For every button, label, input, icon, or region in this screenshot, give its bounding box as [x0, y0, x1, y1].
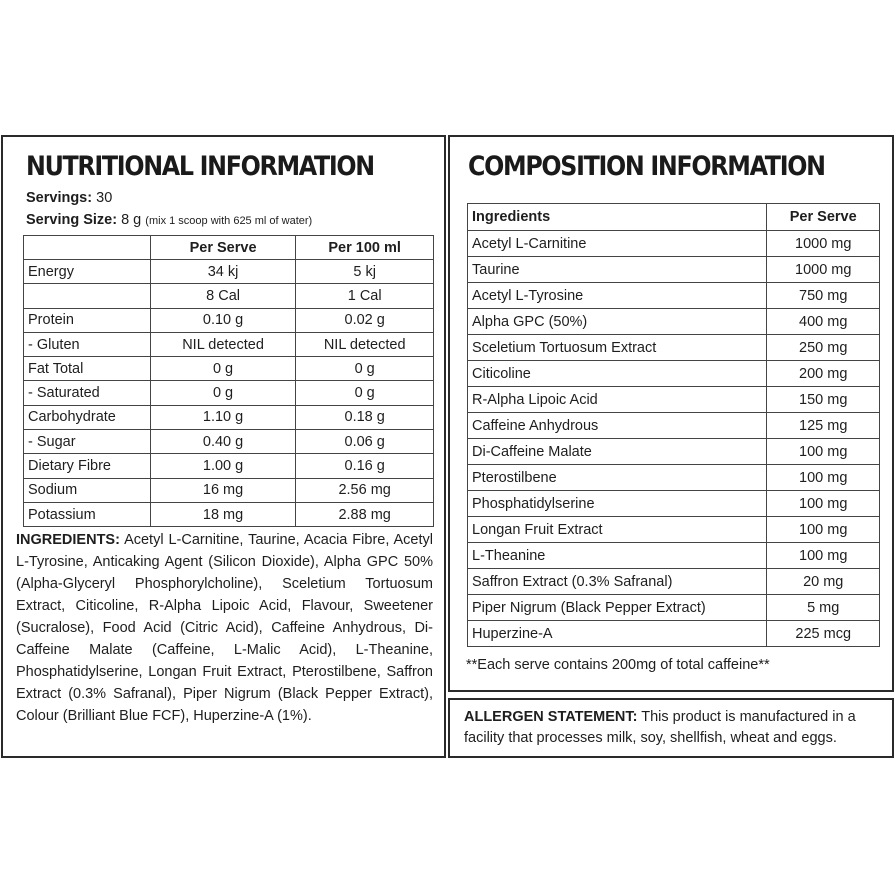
per-serve-value: 1.00 g: [150, 454, 296, 478]
ingredient-amount: 150 mg: [767, 387, 880, 413]
composition-row: [468, 517, 880, 543]
nutrient-name: [24, 284, 151, 308]
per-100ml-value: 2.88 mg: [296, 502, 434, 526]
per-serve-value: 0 g: [150, 381, 296, 405]
ingredient-amount: 400 mg: [767, 309, 880, 335]
composition-header-per-serve: Per Serve: [767, 204, 880, 231]
ingredient-name: Citicoline: [468, 361, 767, 387]
allergen-panel: [448, 698, 894, 758]
composition-row: [468, 335, 880, 361]
servings-label: Servings:: [26, 190, 93, 206]
composition-header-ingredients: Ingredients: [468, 204, 767, 231]
nutrient-name: Energy: [24, 260, 151, 284]
composition-row: [468, 439, 880, 465]
ingredient-amount: 20 mg: [767, 569, 880, 595]
ingredient-name: Acetyl L-Tyrosine: [468, 283, 767, 309]
serving-size-note: (mix 1 scoop with 625 ml of water): [145, 215, 313, 227]
composition-row: [468, 543, 880, 569]
servings-line: [26, 190, 112, 206]
ingredients-list: Acetyl L-Carnitine, Taurine, Acacia Fibre, Acetyl L-Tyrosine, Anticaking Agent (Silicon Dioxide), Alpha GPC 50% (Alpha-Glyceryl Phosphorylcholine), Sceletium Tortuosum Extract, Citicoline, R-Alpha Lipoic Acid, Flavour, Sweetener (Sucralose), Food Acid (Citric Acid), Caffeine Anhydrous, Di-Caffeine Malate (Caffeine, L-Malic Acid), L-Theanine, Phosphatidylserine, Longan Fruit Extract, Pterostilbene, Saffron Extract (0.3% Safranal), Piper Nigrum (Black Pepper Extract), Colour (Brilliant Blue FCF), Huperzine-A (1%).: [16, 532, 433, 724]
composition-row: [468, 257, 880, 283]
ingredient-name: Phosphatidylserine: [468, 491, 767, 517]
per-100ml-value: 0 g: [296, 357, 434, 381]
ingredient-amount: 750 mg: [767, 283, 880, 309]
composition-row: [468, 465, 880, 491]
nutrition-row: [24, 332, 434, 356]
ingredient-amount: 100 mg: [767, 491, 880, 517]
per-100ml-value: 2.56 mg: [296, 478, 434, 502]
nutrition-header-per-serve: Per Serve: [150, 236, 296, 260]
composition-row: [468, 387, 880, 413]
composition-row: [468, 491, 880, 517]
ingredient-amount: 100 mg: [767, 543, 880, 569]
per-serve-value: 34 kj: [150, 260, 296, 284]
nutrition-header-label: [24, 236, 151, 260]
composition-row: [468, 231, 880, 257]
caffeine-note: **Each serve contains 200mg of total caffeine**: [466, 657, 770, 673]
composition-row: [468, 569, 880, 595]
ingredient-name: Caffeine Anhydrous: [468, 413, 767, 439]
nutrition-panel: [1, 135, 446, 758]
per-serve-value: 18 mg: [150, 502, 296, 526]
ingredient-name: Taurine: [468, 257, 767, 283]
per-serve-value: 16 mg: [150, 478, 296, 502]
ingredient-amount: 125 mg: [767, 413, 880, 439]
allergen-statement: [464, 707, 879, 749]
composition-row: [468, 361, 880, 387]
nutrition-row: [24, 381, 434, 405]
composition-row: [468, 595, 880, 621]
ingredient-name: Di-Caffeine Malate: [468, 439, 767, 465]
nutrition-table: [23, 235, 434, 527]
composition-row: [468, 413, 880, 439]
nutrient-name: - Gluten: [24, 332, 151, 356]
ingredients-text: [16, 529, 433, 727]
nutrient-name: - Sugar: [24, 430, 151, 454]
per-serve-value: NIL detected: [150, 332, 296, 356]
ingredient-amount: 200 mg: [767, 361, 880, 387]
serving-size-label: Serving Size:: [26, 212, 118, 228]
serving-size-line: [26, 212, 312, 228]
ingredient-name: Piper Nigrum (Black Pepper Extract): [468, 595, 767, 621]
serving-size-value: 8 g: [121, 212, 142, 228]
per-100ml-value: NIL detected: [296, 332, 434, 356]
composition-table: [467, 203, 880, 647]
composition-title: COMPOSITION INFORMATION: [468, 151, 825, 182]
nutrient-name: Fat Total: [24, 357, 151, 381]
composition-row: [468, 621, 880, 647]
ingredient-amount: 100 mg: [767, 439, 880, 465]
nutrition-header-per-100ml: Per 100 ml: [296, 236, 434, 260]
nutrition-row: [24, 454, 434, 478]
nutrient-name: Carbohydrate: [24, 405, 151, 429]
servings-value: 30: [96, 190, 113, 206]
nutrition-row: [24, 308, 434, 332]
ingredient-name: Alpha GPC (50%): [468, 309, 767, 335]
ingredient-name: Huperzine-A: [468, 621, 767, 647]
nutrient-name: - Saturated: [24, 381, 151, 405]
nutrient-name: Dietary Fibre: [24, 454, 151, 478]
nutrient-name: Protein: [24, 308, 151, 332]
ingredient-name: Pterostilbene: [468, 465, 767, 491]
composition-row: [468, 309, 880, 335]
ingredient-amount: 1000 mg: [767, 257, 880, 283]
per-100ml-value: 0.06 g: [296, 430, 434, 454]
per-100ml-value: 0.16 g: [296, 454, 434, 478]
composition-panel: [448, 135, 894, 692]
ingredient-name: L-Theanine: [468, 543, 767, 569]
nutrient-name: Potassium: [24, 502, 151, 526]
ingredient-amount: 1000 mg: [767, 231, 880, 257]
allergen-text: This product is manufactured in a facility that processes milk, soy, shellfish, wheat and eggs.: [464, 709, 856, 746]
ingredient-name: Longan Fruit Extract: [468, 517, 767, 543]
ingredient-amount: 5 mg: [767, 595, 880, 621]
per-serve-value: 8 Cal: [150, 284, 296, 308]
nutrition-row: [24, 405, 434, 429]
allergen-label: ALLERGEN STATEMENT:: [464, 709, 638, 725]
composition-row: [468, 283, 880, 309]
nutrient-name: Sodium: [24, 478, 151, 502]
ingredient-amount: 100 mg: [767, 517, 880, 543]
per-100ml-value: 1 Cal: [296, 284, 434, 308]
nutrition-row: [24, 478, 434, 502]
nutrition-row: [24, 502, 434, 526]
nutrition-header-row: [24, 236, 434, 260]
nutrition-row: [24, 260, 434, 284]
composition-header-row: [468, 204, 880, 231]
ingredient-amount: 100 mg: [767, 465, 880, 491]
per-serve-value: 0.10 g: [150, 308, 296, 332]
ingredient-name: Acetyl L-Carnitine: [468, 231, 767, 257]
per-100ml-value: 5 kj: [296, 260, 434, 284]
per-serve-value: 1.10 g: [150, 405, 296, 429]
nutrition-title: NUTRITIONAL INFORMATION: [26, 151, 374, 182]
per-100ml-value: 0 g: [296, 381, 434, 405]
per-serve-value: 0 g: [150, 357, 296, 381]
ingredient-amount: 250 mg: [767, 335, 880, 361]
nutrition-row: [24, 430, 434, 454]
nutrition-row: [24, 357, 434, 381]
per-serve-value: 0.40 g: [150, 430, 296, 454]
per-100ml-value: 0.18 g: [296, 405, 434, 429]
ingredient-name: Sceletium Tortuosum Extract: [468, 335, 767, 361]
ingredient-name: R-Alpha Lipoic Acid: [468, 387, 767, 413]
nutrition-row: [24, 284, 434, 308]
ingredients-label: INGREDIENTS:: [16, 532, 120, 548]
per-100ml-value: 0.02 g: [296, 308, 434, 332]
ingredient-amount: 225 mcg: [767, 621, 880, 647]
ingredient-name: Saffron Extract (0.3% Safranal): [468, 569, 767, 595]
